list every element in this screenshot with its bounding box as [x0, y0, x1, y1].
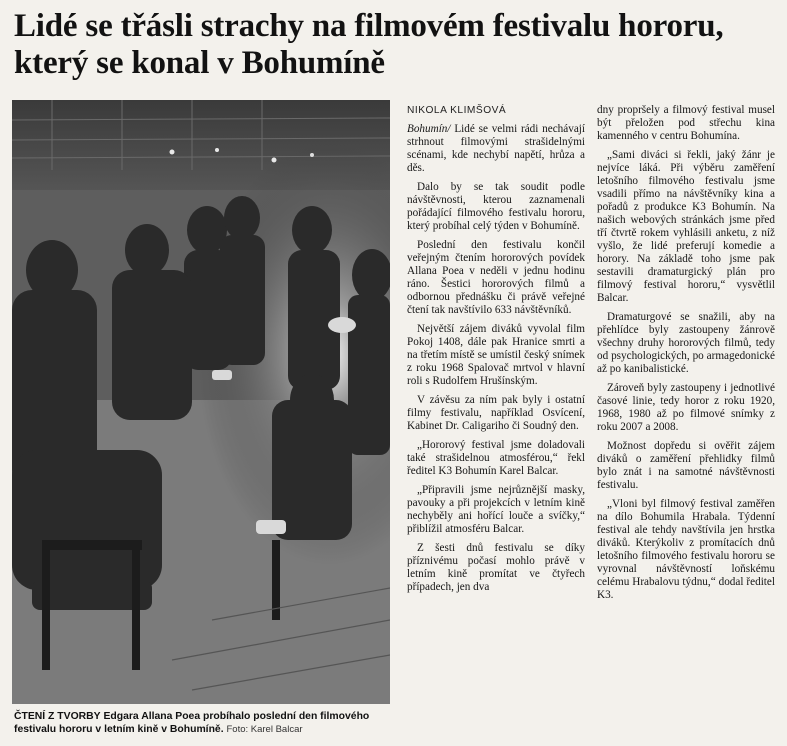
- article-paragraph: Největší zájem diváků vyvolal film Pokoj 1408, dále pak Hranice smrti a na třetím místě se umístil český snímek z roku 1968 Spalovač mrtvol v hlavní roli s Rudolfem Hrušínským.: [407, 323, 585, 387]
- photo-reading-scene: [12, 100, 390, 704]
- article-paragraph: dny propršely a filmový festival musel být přeložen pod střechu kina kamenného v centru Bohumína.: [597, 104, 775, 142]
- article-paragraph: „Sami diváci si řekli, jaký žánr je nejvíce láká. Při výběru zaměření letošního filmového festivalu jsme vsadili přímo na návštěvníky kina a pořadů z produkce K3 Bohumín. Na našich webových stránkách jsme před tří čtvrtě rokem vyhlásili anketu, z níž vyšlo, že lidé preferují komedie a horory. Na základě toho jsme pak sestavili dramaturgický plán pro filmový festival hororu,“ vysvětlil Balcar.: [597, 149, 775, 304]
- article-paragraph: Zároveň byly zastoupeny i jednotlivé časové linie, tedy horor z roku 1920, 1968, 1980 až po filmové snímky z roku 2007 a 2008.: [597, 382, 775, 433]
- article-paragraph: Dramaturgové se snažili, aby na přehlídce byly zastoupeny žánrově všechny druhy hororových filmů, tedy od psychologických, po armagedonické až po kanibalistické.: [597, 311, 775, 375]
- article-paragraph: V závěsu za ním pak byly i ostatní filmy festivalu, například Osvícení, Kabinet Dr. Caligariho či Soudný den.: [407, 394, 585, 432]
- article-paragraph: „Hororový festival jsme doladovali také strašidelnou atmosférou,“ řekl ředitel K3 Bohumín Karel Balcar.: [407, 439, 585, 477]
- headline: Lidé se třásli strachy na filmovém festivalu hororu, který se konal v Bohumíně: [14, 8, 724, 81]
- article-column-1: [407, 104, 585, 600]
- article-paragraph: Dalo by se tak soudit podle návštěvnosti, kterou zaznamenali pořádající filmového festivalu hororu, který probíhal celý týden v Bohumíně.: [407, 181, 585, 232]
- article-paragraph: Poslední den festivalu končil veřejným čtením hororových povídek Allana Poea v neděli v jednu hodinu ráno. Šestici hororových filmů a odbornou přednášku či právě veřejné čtení tak navštívilo 633 návštěvníků.: [407, 239, 585, 316]
- photo-caption: [14, 710, 392, 736]
- article-paragraph: „Vloni byl filmový festival zaměřen na dílo Bohumila Hrabala. Týdenní festival ale tehdy navštívila jen hrstka diváků. Kterýkoliv z promítacích dnů letošního filmového festivalu hororu se vyrovnal návštěvností loňskému celému Hrabalovu týdnu,“ dodal ředitel K3.: [597, 498, 775, 601]
- author-byline: NIKOLA KLIMŠOVÁ: [407, 105, 507, 116]
- caption-head: ČTENÍ Z TVORBY: [14, 711, 101, 722]
- paragraph-text: Lidé se velmi rádi nechávají strhnout filmovými strašidelnými scénami, kde nechybí napětí, hrůza a děs.: [407, 123, 586, 174]
- news-photo: [12, 100, 390, 704]
- dateline: Bohumín/: [407, 123, 451, 135]
- article-paragraph: Možnost dopředu si ověřit zájem diváků o zaměření přehlidky filmů bylo znát i na samotné návštěvnosti festivalu.: [597, 440, 775, 491]
- article-column-2: [597, 104, 775, 608]
- article-paragraph: „Připravili jsme nejrůznější masky, pavouky a při projekcích v letním kině nechyběly ani hořící louče a svíčky,“ přiblížil atmosféru Balcar.: [407, 484, 585, 535]
- article-paragraph: Z šesti dnů festivalu se díky příznivému počasí mohlo právě v letním kině promítat ve čtyřech případech, jen dva: [407, 542, 585, 593]
- caption-credit: Foto: Karel Balcar: [226, 724, 303, 735]
- caption-text: Edgara Allana Poea probíhalo poslední den filmového festivalu hororu v letním kině v Bohumíně.: [14, 711, 370, 735]
- article-paragraph: [407, 123, 585, 175]
